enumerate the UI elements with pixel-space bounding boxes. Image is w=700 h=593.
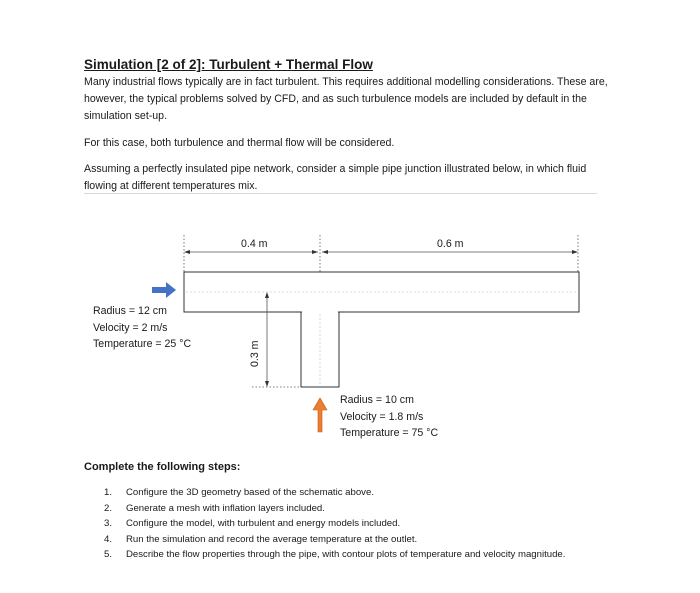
step-text: Configure the model, with turbulent and energy models included. bbox=[126, 518, 401, 529]
dim-label-vertical: 0.3 m bbox=[249, 340, 261, 367]
step-text: Run the simulation and record the average temperature at the outlet. bbox=[126, 533, 418, 545]
step-number: 1. bbox=[104, 487, 113, 498]
inlet1-radius: Radius = 12 cm bbox=[93, 305, 167, 317]
dim-arrow-right-b bbox=[572, 250, 578, 254]
inlet1-velocity: Velocity = 2 m/s bbox=[93, 321, 168, 334]
inlet1-arrow bbox=[152, 282, 176, 298]
inlet2-arrow bbox=[313, 398, 327, 432]
step-item bbox=[104, 532, 620, 548]
step-item bbox=[104, 547, 620, 563]
steps-heading: Complete the following steps: bbox=[84, 461, 241, 473]
inlet1-conditions bbox=[93, 303, 191, 353]
inlet2-velocity: Velocity = 1.8 m/s bbox=[340, 410, 424, 423]
scope-paragraph: For this case, both turbulence and thermal flow will be considered. bbox=[84, 137, 395, 149]
step-text: Generate a mesh with inflation layers included. bbox=[126, 502, 325, 514]
step-text: Configure the 3D geometry based of the schematic above. bbox=[126, 487, 374, 498]
dim-arrow-left-b bbox=[312, 250, 318, 254]
page-title: Simulation [2 of 2]: Turbulent + Thermal Flow bbox=[84, 57, 373, 72]
inlet2-radius: Radius = 10 cm bbox=[340, 394, 414, 406]
step-text: Describe the flow properties through the pipe, with contour plots of temperature and velocity magnitude. bbox=[126, 549, 566, 560]
inlet2-temperature: Temperature = 75 °C bbox=[340, 427, 439, 439]
step-number: 3. bbox=[104, 518, 113, 529]
dim-arrow-left-a bbox=[184, 250, 190, 254]
step-item bbox=[104, 485, 620, 501]
step-number: 5. bbox=[104, 549, 113, 560]
dim-label-right: 0.6 m bbox=[437, 238, 464, 250]
dim-label-left: 0.4 m bbox=[241, 238, 268, 250]
assumption-paragraph: Assuming a perfectly insulated pipe network, consider a simple pipe junction illustrated below, in which fluid flowing at different temperatures mix. bbox=[84, 163, 587, 192]
branch-junction-cover bbox=[302, 311, 338, 313]
inlet2-conditions bbox=[340, 392, 438, 442]
steps-list bbox=[104, 485, 620, 563]
step-item bbox=[104, 501, 620, 517]
dim-arrow-vert-b bbox=[265, 381, 269, 387]
inlet1-temperature: Temperature = 25 °C bbox=[93, 338, 192, 350]
step-number: 4. bbox=[104, 533, 113, 545]
step-number: 2. bbox=[104, 502, 113, 514]
step-item bbox=[104, 516, 620, 532]
intro-paragraph: Many industrial flows typically are in fact turbulent. This requires additional modelling considerations. These are, however, the typical problems solved by CFD, and as such turbulence models are included by default in the simulation set-up. bbox=[84, 76, 608, 122]
dim-arrow-right-a bbox=[322, 250, 328, 254]
